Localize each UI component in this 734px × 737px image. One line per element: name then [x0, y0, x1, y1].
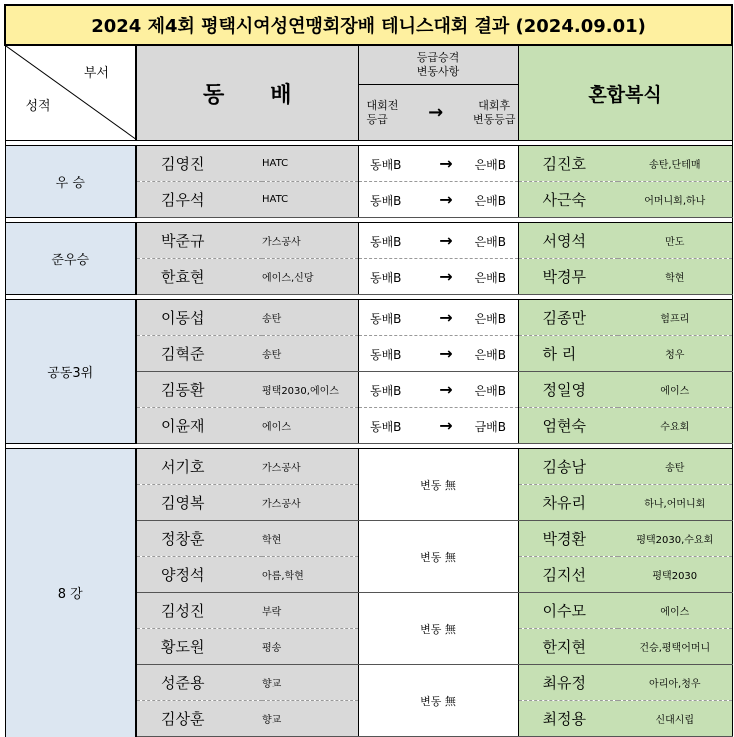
- player-name: 서기호: [136, 449, 262, 485]
- mixed-player-name: 김지선: [518, 557, 618, 593]
- mixed-player-affiliation: 만도: [618, 223, 732, 259]
- table-row: [5, 223, 732, 259]
- player-name: 양정석: [136, 557, 262, 593]
- grade-before: 동배B: [370, 348, 402, 362]
- mixed-player-affiliation: 평택2030,수요회: [618, 521, 732, 557]
- arrow-icon: →: [439, 267, 453, 286]
- player-affiliation: 향교: [262, 665, 358, 701]
- grade-change: [358, 182, 518, 218]
- player-affiliation: 에이스: [262, 408, 358, 444]
- mixed-player-name: 최정용: [518, 701, 618, 737]
- mixed-player-name: 김송남: [518, 449, 618, 485]
- no-change-label: 변동 無: [358, 593, 518, 665]
- header-arrow: →: [428, 101, 444, 123]
- grade-change: [358, 259, 518, 295]
- player-name: 김상훈: [136, 701, 262, 737]
- mixed-player-name: 김진호: [518, 146, 618, 182]
- mixed-player-name: 엄현숙: [518, 408, 618, 444]
- mixed-player-affiliation: 수요회: [618, 408, 732, 444]
- mixed-player-name: 차유리: [518, 485, 618, 521]
- grade-change: [358, 336, 518, 372]
- player-name: 김동환: [136, 372, 262, 408]
- mixed-player-affiliation: 평택2030: [618, 557, 732, 593]
- player-name: 김영복: [136, 485, 262, 521]
- player-name: 정창훈: [136, 521, 262, 557]
- mixed-player-name: 하 리: [518, 336, 618, 372]
- player-name: 김성진: [136, 593, 262, 629]
- grade-change: [358, 146, 518, 182]
- table-row: [5, 300, 732, 336]
- grade-change: [358, 300, 518, 336]
- player-affiliation: 학현: [262, 521, 358, 557]
- header-after: 대회후 변동등급: [472, 98, 516, 126]
- arrow-icon: →: [439, 154, 453, 173]
- mixed-player-name: 박경환: [518, 521, 618, 557]
- player-name: 황도원: [136, 629, 262, 665]
- header-diagonal-cell: [5, 45, 136, 141]
- mixed-player-name: 최유정: [518, 665, 618, 701]
- mixed-player-name: 정일영: [518, 372, 618, 408]
- player-affiliation: 가스공사: [262, 485, 358, 521]
- diagonal-line: [6, 46, 137, 140]
- mixed-player-affiliation: 하나,어머니회: [618, 485, 732, 521]
- grade-after: 은배B: [474, 348, 506, 362]
- grade-before: 동배B: [370, 158, 402, 172]
- player-name: 김우석: [136, 182, 262, 218]
- mixed-player-affiliation: 에이스: [618, 372, 732, 408]
- grade-after: 은배B: [474, 384, 506, 398]
- grade-after: 은배B: [474, 235, 506, 249]
- no-change-label: 변동 無: [358, 449, 518, 521]
- mixed-player-name: 사근숙: [518, 182, 618, 218]
- grade-change: [358, 408, 518, 444]
- player-affiliation: 향교: [262, 701, 358, 737]
- player-name: 박준규: [136, 223, 262, 259]
- header-dongbae: 동 배: [136, 45, 358, 141]
- mixed-player-affiliation: 험프리: [618, 300, 732, 336]
- grade-change: [358, 372, 518, 408]
- page-title: 2024 제4회 평택시여성연맹회장배 테니스대회 결과 (2024.09.01): [5, 5, 732, 45]
- no-change-label: 변동 無: [358, 521, 518, 593]
- mixed-player-affiliation: 송탄: [618, 449, 732, 485]
- header-mixed: 혼합복식: [518, 45, 732, 141]
- header-before: 대회전 등급: [366, 98, 399, 126]
- mixed-player-name: 한지현: [518, 629, 618, 665]
- grade-change: [358, 223, 518, 259]
- arrow-icon: →: [439, 231, 453, 250]
- player-name: 한효현: [136, 259, 262, 295]
- header-result: 성적: [25, 99, 51, 114]
- header-grade-change: [358, 45, 518, 141]
- player-affiliation: 가스공사: [262, 223, 358, 259]
- mixed-player-affiliation: 에이스: [618, 593, 732, 629]
- player-affiliation: 부락: [262, 593, 358, 629]
- player-affiliation: 아름,학현: [262, 557, 358, 593]
- player-affiliation: 평택2030,에이스: [262, 372, 358, 408]
- grade-before: 동배B: [370, 235, 402, 249]
- arrow-icon: →: [439, 190, 453, 209]
- grade-before: 동배B: [370, 194, 402, 208]
- mixed-player-affiliation: 신대시립: [618, 701, 732, 737]
- player-affiliation: HATC: [262, 182, 358, 218]
- grade-after: 은배B: [474, 158, 506, 172]
- grade-after: 은배B: [474, 312, 506, 326]
- grade-before: 동배B: [370, 312, 402, 326]
- mixed-player-affiliation: 학현: [618, 259, 732, 295]
- mixed-player-affiliation: 건승,평택어머니: [618, 629, 732, 665]
- rank-label: 공동3위: [5, 300, 136, 444]
- player-affiliation: 송탄: [262, 300, 358, 336]
- mixed-player-affiliation: 아리아,청우: [618, 665, 732, 701]
- no-change-label: 변동 無: [358, 665, 518, 737]
- header-grade-change-title: 등급승격 변동사항: [359, 46, 518, 85]
- arrow-icon: →: [439, 308, 453, 327]
- rank-label: 준우승: [5, 223, 136, 295]
- arrow-icon: →: [439, 344, 453, 363]
- player-affiliation: 가스공사: [262, 449, 358, 485]
- grade-after: 금배B: [474, 420, 506, 434]
- table-row: [5, 449, 732, 485]
- player-affiliation: 송탄: [262, 336, 358, 372]
- grade-before: 동배B: [370, 384, 402, 398]
- header-division: 부서: [83, 66, 109, 81]
- player-name: 김영진: [136, 146, 262, 182]
- player-name: 김혁준: [136, 336, 262, 372]
- mixed-player-affiliation: 어머니회,하나: [618, 182, 732, 218]
- mixed-player-name: 박경무: [518, 259, 618, 295]
- player-name: 이윤재: [136, 408, 262, 444]
- mixed-player-affiliation: 송탄,단테매: [618, 146, 732, 182]
- grade-after: 은배B: [474, 271, 506, 285]
- mixed-player-name: 김종만: [518, 300, 618, 336]
- results-table: [4, 4, 733, 737]
- rank-label: 8 강: [5, 449, 136, 737]
- table-row: [5, 146, 732, 182]
- grade-before: 동배B: [370, 271, 402, 285]
- player-affiliation: HATC: [262, 146, 358, 182]
- arrow-icon: →: [439, 380, 453, 399]
- rank-label: 우 승: [5, 146, 136, 218]
- grade-before: 동배B: [370, 420, 402, 434]
- player-affiliation: 에이스,신당: [262, 259, 358, 295]
- player-name: 성준용: [136, 665, 262, 701]
- mixed-player-name: 이수모: [518, 593, 618, 629]
- player-name: 이동섭: [136, 300, 262, 336]
- mixed-player-affiliation: 청우: [618, 336, 732, 372]
- player-affiliation: 평송: [262, 629, 358, 665]
- arrow-icon: →: [439, 416, 453, 435]
- grade-after: 은배B: [474, 194, 506, 208]
- mixed-player-name: 서영석: [518, 223, 618, 259]
